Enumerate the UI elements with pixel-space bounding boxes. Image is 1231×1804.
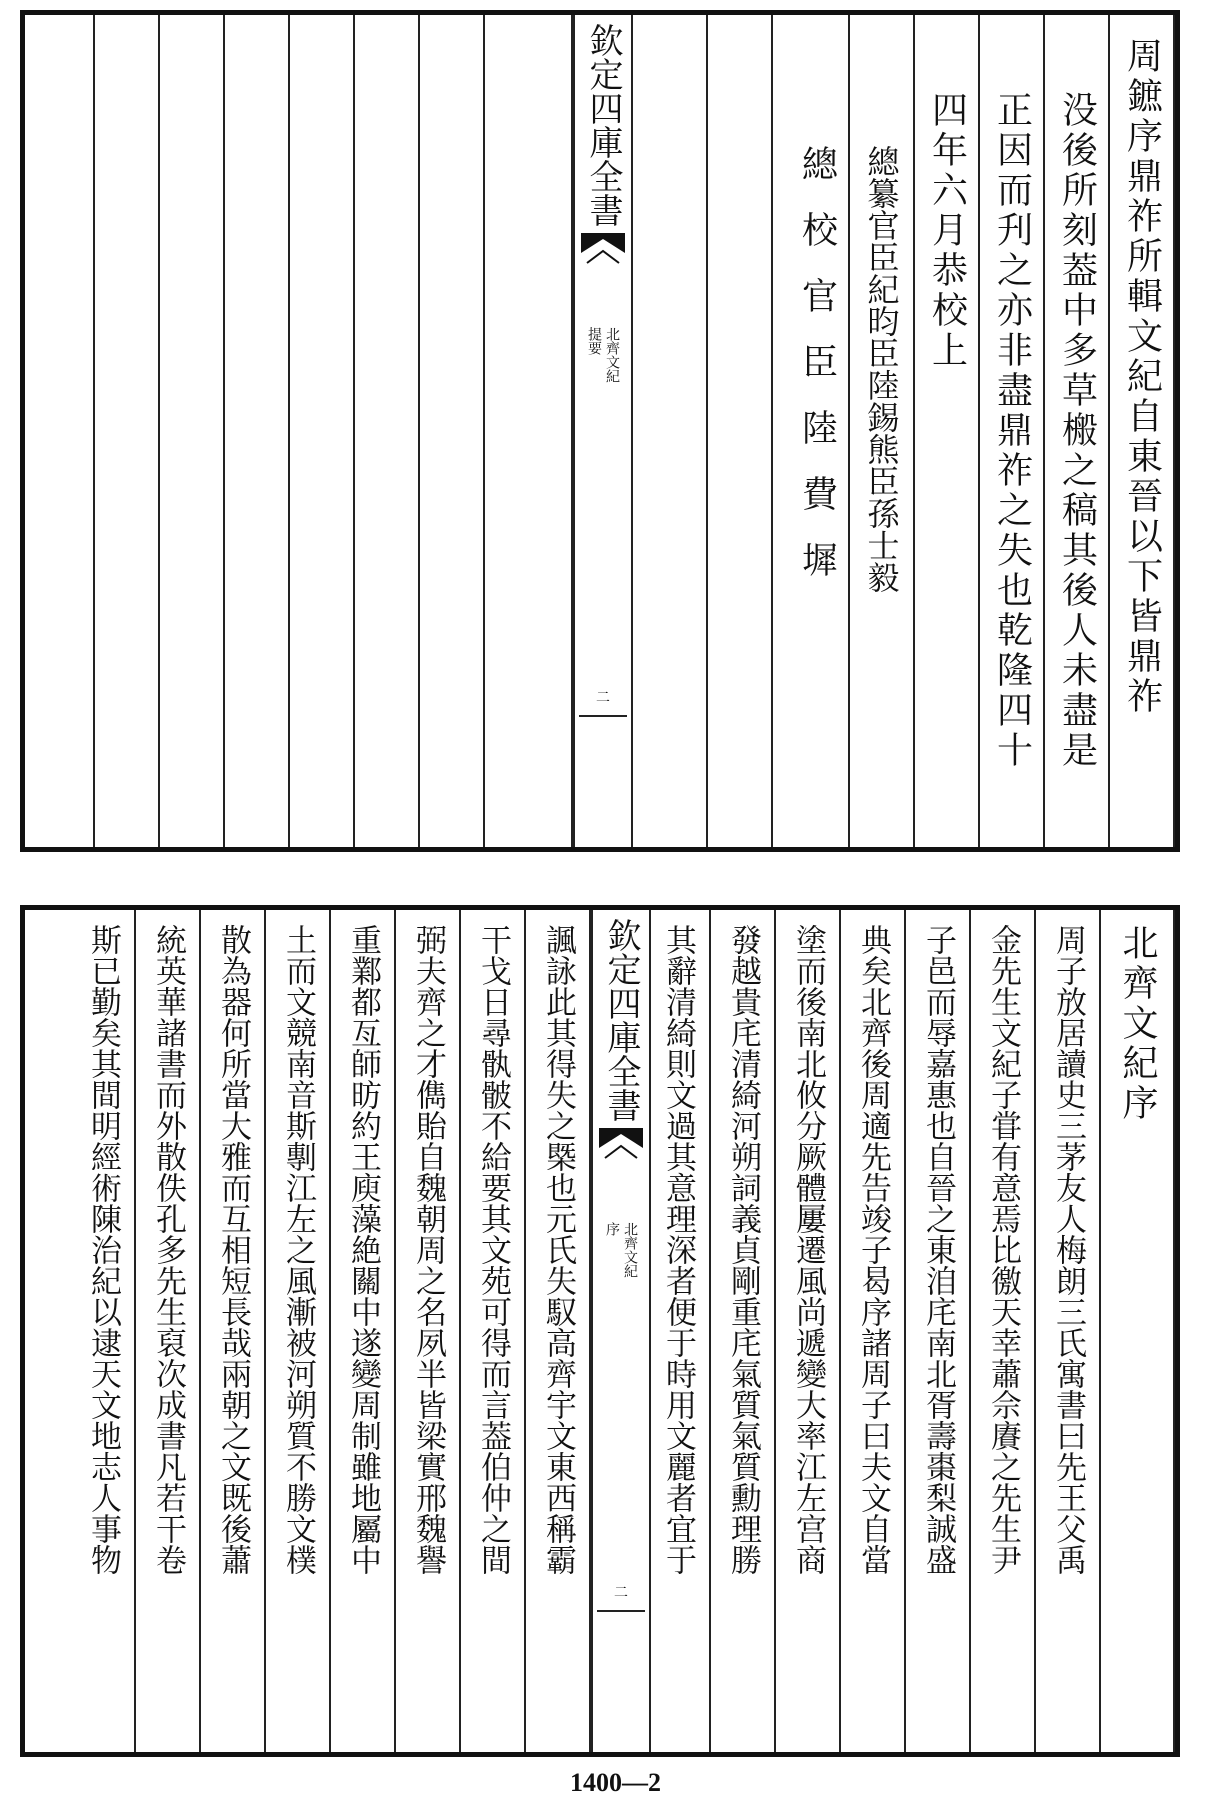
fishtail-ornament (599, 1128, 643, 1162)
text-column (461, 910, 526, 1752)
ruled-column (95, 15, 160, 847)
column-text: 發越貴㡯清綺河朔詞義貞剛重㡯氣質氣質勳理勝 (725, 924, 761, 1575)
text-column (1101, 910, 1175, 1752)
fold-divider (579, 715, 627, 717)
column-text: 土而文競南音斯剸江左之風漸被河朔質不勝文樸 (280, 924, 316, 1575)
column-text: 弼夫齊之才儁貽自魏朝周之名夙半皆梁實邢魏譽 (410, 924, 446, 1575)
column-text: 重鄴都亙師昉約王庾藻絶關中遂變周制雖地屬中 (345, 924, 381, 1575)
text-column (711, 910, 776, 1752)
text-column (1045, 15, 1110, 847)
column-text: 周子放居讀史三茅友人梅朗三氏寓書曰先王父禹 (1050, 924, 1086, 1575)
ruled-column (485, 15, 573, 847)
fold-subtitle (604, 1222, 638, 1278)
center-fold (591, 910, 651, 1752)
fold-divider (597, 1610, 645, 1612)
proofreader-line: 總校官臣陸費墀 (796, 145, 838, 607)
text-column (906, 910, 971, 1752)
column-text: 其辭清綺則文過其意理深者便于時用文麗者宜于 (660, 924, 696, 1575)
ruled-column (225, 15, 290, 847)
fold-section: 序 (604, 1222, 620, 1236)
text-column (980, 15, 1045, 847)
text-column (971, 910, 1036, 1752)
fold-book-title: 北齊文紀 (622, 1222, 638, 1278)
text-column (915, 15, 980, 847)
fold-subtitle (586, 327, 620, 383)
column-text: 周鏣序鼎祚所輯文紀自東晉以下皆鼎祚 (1121, 37, 1163, 717)
preface-title: 北齊文紀序 (1117, 924, 1158, 1124)
column-text: 四年六月恭校上 (926, 91, 968, 371)
volume-page-number: 1400—2 (570, 1768, 661, 1797)
fold-book-title: 北齊文紀 (604, 327, 620, 383)
fold-title: 欽定四庫全書 (601, 918, 641, 1122)
column-text: 典矣北齊後周適先告竣子曷序諸周子曰夫文自當 (855, 924, 891, 1575)
fold-page-number: 二 (596, 690, 610, 706)
fold-title: 欽定四庫全書 (583, 23, 623, 227)
text-column (1110, 15, 1175, 847)
bottom-page-frame (20, 905, 1180, 1757)
ruled-column (633, 15, 708, 847)
text-column (266, 910, 331, 1752)
text-column (776, 910, 841, 1752)
fold-page-number: 二 (614, 1585, 628, 1601)
column-text: 塗而後南北攸分厥體屢遷風尚遞變大率江左宫商 (790, 924, 826, 1575)
center-fold (573, 15, 633, 847)
text-column (841, 910, 906, 1752)
column-text: 諷詠此其得失之槩也元氏失馭高齊宇文東西稱霸 (540, 924, 576, 1575)
text-column (201, 910, 266, 1752)
text-column (1036, 910, 1101, 1752)
text-column (71, 910, 136, 1752)
fishtail-ornament (581, 233, 625, 267)
column-text: 散為器何所當大雅而互相短長哉兩朝之文既後蕭 (215, 924, 251, 1575)
compilers-line: 總纂官臣紀昀臣陸錫熊臣孫士毅 (862, 145, 901, 593)
text-column (850, 15, 915, 847)
ruled-column (708, 15, 773, 847)
ruled-column (160, 15, 225, 847)
column-text: 正因而刋之亦非盡鼎祚之失也乾隆四十 (991, 91, 1033, 771)
text-column (646, 910, 711, 1752)
column-text: 干戈日尋骫骳不給要其文苑可得而言葢伯仲之間 (475, 924, 511, 1575)
ruled-column (30, 15, 95, 847)
fold-section: 提要 (586, 327, 602, 355)
text-column (136, 910, 201, 1752)
column-text: 子邑而辱嘉惠也自晉之東洎㡯南北胥壽棗梨誠盛 (920, 924, 956, 1575)
text-column (526, 910, 591, 1752)
text-column (396, 910, 461, 1752)
column-text: 斯已勤矣其間明經術陳治紀以逮天文地志人事物 (85, 924, 121, 1575)
column-text: 没後所刻葢中多草㮽之稿其後人未盡是 (1056, 91, 1098, 771)
text-column (785, 15, 850, 847)
ruled-column (290, 15, 355, 847)
top-page-frame (20, 10, 1180, 852)
text-column (331, 910, 396, 1752)
ruled-column (355, 15, 420, 847)
column-text: 統英華諸書而外散佚孔多先生裒次成書凡若干卷 (150, 924, 186, 1575)
ruled-column (420, 15, 485, 847)
column-text: 金先生文紀子甞有意焉比徼天幸蕭佘賡之先生尹 (985, 924, 1021, 1575)
